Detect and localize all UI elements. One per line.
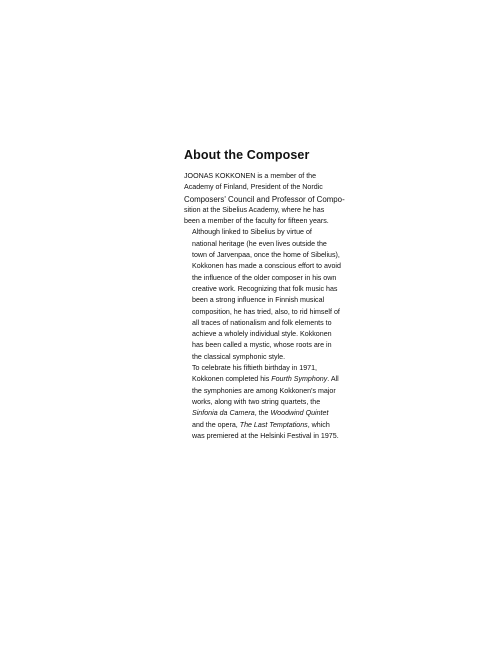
- text-run: sition at the Sibelius Academy, where he has: [184, 205, 325, 214]
- text-run: To celebrate his fiftieth birthday in 1971,: [192, 364, 318, 373]
- text-line: [184, 352, 336, 363]
- text-run: achieve a wholely individual style. Kokkonen: [192, 330, 332, 339]
- text-run: has been called a mystic, whose roots are in: [192, 341, 332, 350]
- text-line: [184, 239, 336, 250]
- text-line: [184, 227, 336, 238]
- text-line: [184, 295, 336, 306]
- text-line: [184, 307, 340, 318]
- text-run: been a member of the faculty for fifteen years.: [184, 217, 329, 226]
- italic-title: Fourth Symphony: [271, 375, 328, 384]
- text-run: Kokkonen completed his: [192, 375, 272, 384]
- text-line: [184, 171, 336, 182]
- text-run: Composers' Council and Professor of Compo-: [184, 194, 345, 204]
- text-run: the classical symphonic style.: [192, 352, 286, 361]
- text-line: [184, 273, 336, 284]
- article-heading: About the Composer: [184, 148, 310, 162]
- body-paragraph: [184, 363, 339, 442]
- text-run: the influence of the older composer in his own: [192, 273, 337, 282]
- text-line: [184, 182, 336, 193]
- text-line: [184, 284, 336, 295]
- text-run: all traces of nationalism and folk elements to: [192, 318, 332, 327]
- italic-title: Woodwind Quintet: [270, 409, 329, 418]
- article: [184, 148, 345, 442]
- text-line: [184, 205, 336, 216]
- text-line: [184, 386, 336, 397]
- text-line: [184, 261, 341, 272]
- body-paragraph: [184, 171, 345, 227]
- article-body: [184, 171, 345, 442]
- text-line: [184, 408, 336, 419]
- body-paragraph: [184, 227, 341, 363]
- text-line: [184, 318, 336, 329]
- text-run: been a strong influence in Finnish musical: [192, 296, 325, 305]
- text-run: Although linked to Sibelius by virtue of: [192, 228, 312, 237]
- text-run: was premiered at the Helsinki Festival in 1975.: [192, 431, 339, 440]
- text-run: Academy of Finland, President of the Nordic: [184, 183, 323, 192]
- text-line: [184, 216, 336, 227]
- text-run: . All: [327, 375, 339, 384]
- text-line: [184, 431, 339, 442]
- text-run: Kokkonen has made a conscious effort to avoid: [192, 262, 341, 271]
- text-line: [184, 194, 345, 205]
- text-line: [184, 363, 336, 374]
- text-run: works, along with two string quartets, the: [192, 397, 321, 406]
- text-run: , which: [307, 420, 330, 429]
- text-line: [184, 250, 340, 261]
- text-line: [184, 329, 336, 340]
- text-line: [184, 340, 336, 351]
- text-run: and the opera,: [192, 420, 240, 429]
- text-run: JOONAS KOKKONEN is a member of the: [184, 172, 317, 180]
- text-run: the symphonies are among Kokkonen's major: [192, 386, 336, 395]
- text-run: composition, he has tried, also, to rid himself of: [192, 307, 340, 316]
- text-run: , the: [254, 409, 271, 418]
- text-line: [184, 420, 336, 431]
- text-run: national heritage (he even lives outside the: [192, 239, 327, 248]
- text-line: [184, 397, 336, 408]
- italic-title: The Last Temptations: [239, 420, 308, 429]
- text-line: [184, 374, 339, 385]
- text-run: creative work. Recognizing that folk music has: [192, 284, 338, 293]
- text-run: town of Jarvenpaa, once the home of Sibelius),: [192, 251, 340, 260]
- italic-title: Sinfonia da Camera: [192, 409, 255, 418]
